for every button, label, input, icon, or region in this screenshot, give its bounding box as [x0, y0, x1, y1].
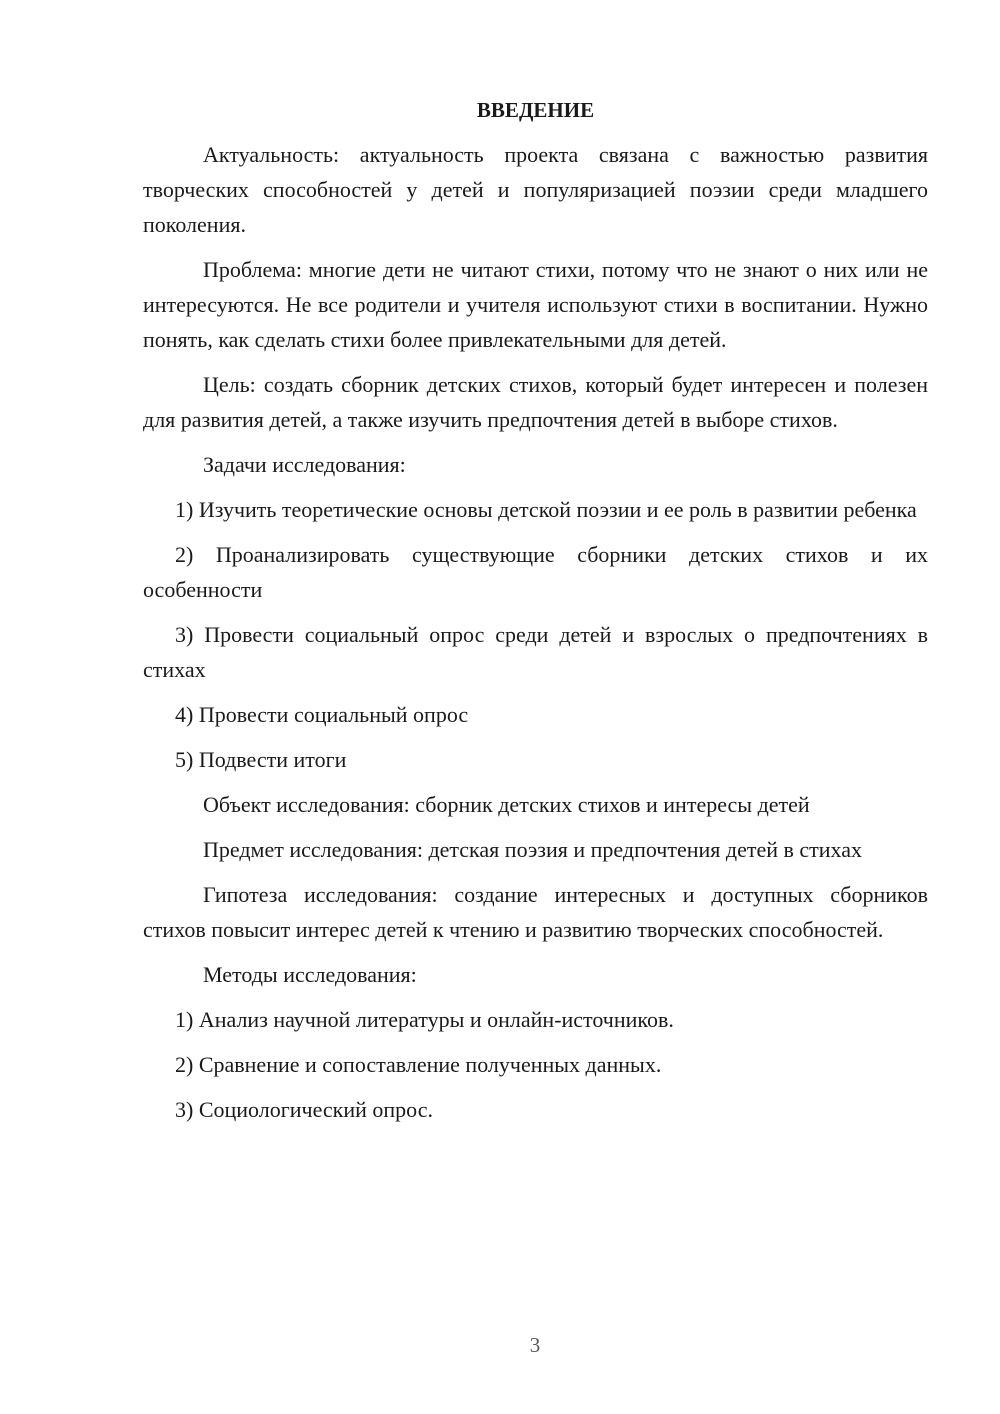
problem-paragraph: Проблема: многие дети не читают стихи, потому что не знают о них или не интересуются. Не все родители и учителя используют стихи в воспитании. Нужно понять, как сделать стихи более привлекательными для детей. [143, 257, 928, 352]
methods-heading: Методы исследования: [203, 962, 417, 987]
task-item: 5) Подвести итоги [175, 747, 347, 772]
method-item: 3) Социологический опрос. [175, 1097, 433, 1122]
task-item: 4) Провести социальный опрос [175, 702, 469, 727]
actuality-paragraph: Актуальность: актуальность проекта связана с важностью развития творческих способностей у детей и популяризацией поэзии среди младшего поколения. [143, 142, 928, 237]
section-title: ВВЕДЕНИЕ [476, 98, 595, 122]
method-item: 2) Сравнение и сопоставление полученных данных. [175, 1052, 662, 1077]
goal-paragraph: Цель: создать сборник детских стихов, который будет интересен и полезен для развития детей, а также изучить предпочтения детей в выборе стихов. [143, 372, 928, 432]
task-item: 1) Изучить теоретические основы детской поэзии и ее роль в развитии ребенка [175, 497, 917, 522]
subject-paragraph: Предмет исследования: детская поэзия и предпочтения детей в стихах [203, 837, 863, 862]
tasks-heading: Задачи исследования: [203, 452, 406, 477]
method-item: 1) Анализ научной литературы и онлайн-источников. [175, 1007, 674, 1032]
object-paragraph: Объект исследования: сборник детских стихов и интересы детей [203, 792, 810, 817]
task-item: 3) Провести социальный опрос среди детей и взрослых о предпочтениях в стихах [143, 622, 928, 682]
page-content [143, 94, 928, 1137]
task-item: 2) Проанализировать существующие сборники детских стихов и их особенности [143, 542, 928, 602]
hypothesis-paragraph: Гипотеза исследования: создание интересных и доступных сборников стихов повысит интерес детей к чтению и развитию творческих способностей. [143, 882, 928, 942]
page-number: 3 [529, 1333, 541, 1357]
